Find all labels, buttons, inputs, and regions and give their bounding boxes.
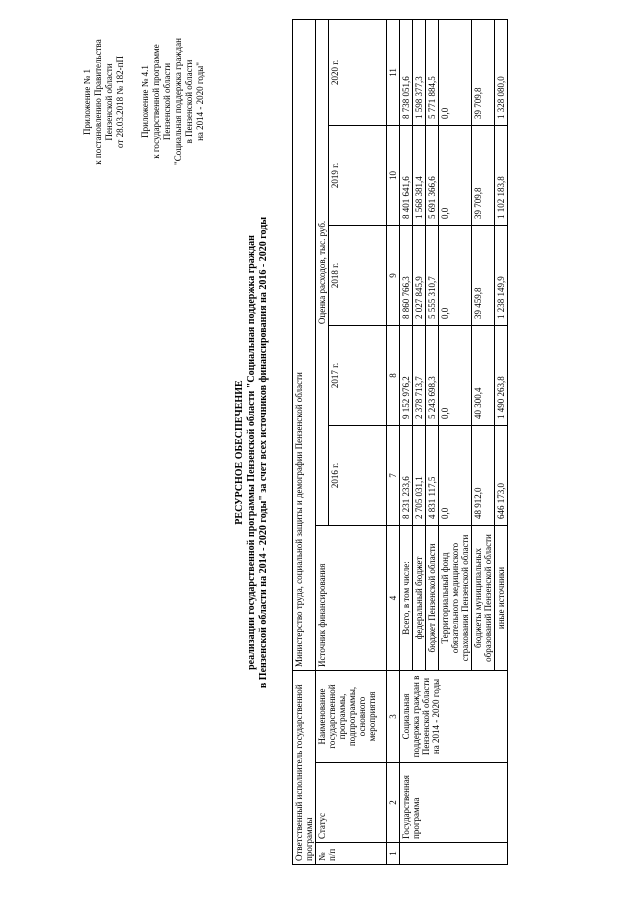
column-number: 8 bbox=[387, 325, 400, 425]
approval-line: на 2014 - 2020 годы" bbox=[195, 62, 205, 141]
table-row bbox=[400, 19, 413, 864]
value-cell: 5 771 884,5 bbox=[426, 19, 439, 125]
col-status-header: Статус bbox=[316, 763, 387, 843]
approval-line: к постановлению Правительства bbox=[93, 39, 103, 165]
source-cell: Территориальный фонд обязательного медицинского страхования Пензенской области bbox=[439, 525, 472, 670]
value-cell: 0,0 bbox=[439, 125, 472, 225]
approval-line: от 28.03.2018 № 182-пП bbox=[115, 56, 125, 148]
approval-line: "Социальная поддержка граждан bbox=[173, 38, 183, 165]
document-title bbox=[234, 0, 270, 905]
value-cell: 2 027 845,9 bbox=[413, 225, 426, 325]
value-cell: 1 568 381,4 bbox=[413, 125, 426, 225]
value-cell: 1 102 183,8 bbox=[495, 125, 508, 225]
source-cell: бюджет Пензенской области bbox=[426, 525, 439, 670]
value-cell: 2 705 031,1 bbox=[413, 425, 426, 525]
approval-decree-block bbox=[82, 37, 126, 167]
status-cell: Государственная программа bbox=[400, 763, 508, 843]
year-header: 2018 г. bbox=[329, 225, 387, 325]
title-line: в Пензенской области на 2014 - 2020 годы" за счет всех источников финансирования на 2016 - 2020 годы bbox=[258, 216, 269, 689]
col-estimate-header: Оценка расходов, тыс. руб. bbox=[316, 19, 329, 525]
value-cell: 2 378 713,7 bbox=[413, 325, 426, 425]
column-number: 1 bbox=[387, 843, 400, 865]
value-cell: 8 231 233,6 bbox=[400, 425, 413, 525]
title-line: реализации государственной программы Пензенской области "Социальная поддержка граждан bbox=[246, 235, 257, 670]
program-name-cell: Социальная поддержка граждан в Пензенской области на 2014 - 2020 годы bbox=[400, 670, 508, 762]
source-cell: бюджеты муниципальных образований Пензенской области bbox=[472, 525, 495, 670]
value-cell: 8 401 641,6 bbox=[400, 125, 413, 225]
approval-line: в Пензенской области bbox=[184, 59, 194, 144]
value-cell: 9 152 976,2 bbox=[400, 325, 413, 425]
value-cell: 8 860 766,3 bbox=[400, 225, 413, 325]
col-no-header: № п/п bbox=[316, 843, 387, 865]
executor-value: Министерство труда, социальной защиты и демографии Пензенской области bbox=[293, 19, 316, 670]
value-cell: 40 300,4 bbox=[472, 325, 495, 425]
year-header: 2017 г. bbox=[329, 325, 387, 425]
col-source-header: Источник финансирования bbox=[316, 525, 387, 670]
approval-program-block bbox=[140, 14, 206, 189]
header-row bbox=[316, 19, 329, 864]
value-cell: 8 738 051,6 bbox=[400, 19, 413, 125]
source-cell: федеральный бюджет bbox=[413, 525, 426, 670]
year-header: 2016 г. bbox=[329, 425, 387, 525]
value-cell: 1 490 263,8 bbox=[495, 325, 508, 425]
value-cell: 39 459,8 bbox=[472, 225, 495, 325]
value-cell: 0,0 bbox=[439, 425, 472, 525]
column-number: 9 bbox=[387, 225, 400, 325]
column-number: 3 bbox=[387, 670, 400, 762]
row-number bbox=[400, 843, 508, 865]
executor-row bbox=[293, 19, 316, 864]
title-line: РЕСУРСНОЕ ОБЕСПЕЧЕНИЕ bbox=[234, 380, 245, 525]
executor-header: Ответственный исполнитель государственной программы bbox=[293, 670, 316, 864]
column-numbers-row bbox=[387, 19, 400, 864]
value-cell: 0,0 bbox=[439, 19, 472, 125]
value-cell: 5 555 310,7 bbox=[426, 225, 439, 325]
value-cell: 39 709,8 bbox=[472, 19, 495, 125]
value-cell: 39 709,8 bbox=[472, 125, 495, 225]
value-cell: 5 691 366,6 bbox=[426, 125, 439, 225]
column-number: 2 bbox=[387, 763, 400, 843]
approval-line: к государственной программе bbox=[151, 44, 161, 159]
column-number: 7 bbox=[387, 425, 400, 525]
value-cell: 0,0 bbox=[439, 225, 472, 325]
value-cell: 5 243 698,3 bbox=[426, 325, 439, 425]
year-header: 2020 г. bbox=[329, 19, 387, 125]
value-cell: 48 912,0 bbox=[472, 425, 495, 525]
value-cell: 646 173,0 bbox=[495, 425, 508, 525]
approval-line: Пензенской области bbox=[162, 62, 172, 141]
column-number: 10 bbox=[387, 125, 400, 225]
resource-table bbox=[292, 19, 508, 865]
column-number: 11 bbox=[387, 19, 400, 125]
approval-line: Пензенской области bbox=[104, 63, 114, 141]
source-cell: Всего, в том числе: bbox=[400, 525, 413, 670]
value-cell: 4 831 117,5 bbox=[426, 425, 439, 525]
approval-line: Приложение № 4.1 bbox=[140, 65, 150, 138]
value-cell: 1 598 377,3 bbox=[413, 19, 426, 125]
value-cell: 1 328 080,0 bbox=[495, 19, 508, 125]
value-cell: 0,0 bbox=[439, 325, 472, 425]
col-name-header: Наименование государственной программы, подпрограммы, основного мероприятия bbox=[316, 670, 387, 762]
value-cell: 1 238 149,9 bbox=[495, 225, 508, 325]
approval-line: Приложение № 1 bbox=[82, 69, 92, 135]
column-number: 4 bbox=[387, 525, 400, 670]
source-cell: иные источники bbox=[495, 525, 508, 670]
year-header: 2019 г. bbox=[329, 125, 387, 225]
